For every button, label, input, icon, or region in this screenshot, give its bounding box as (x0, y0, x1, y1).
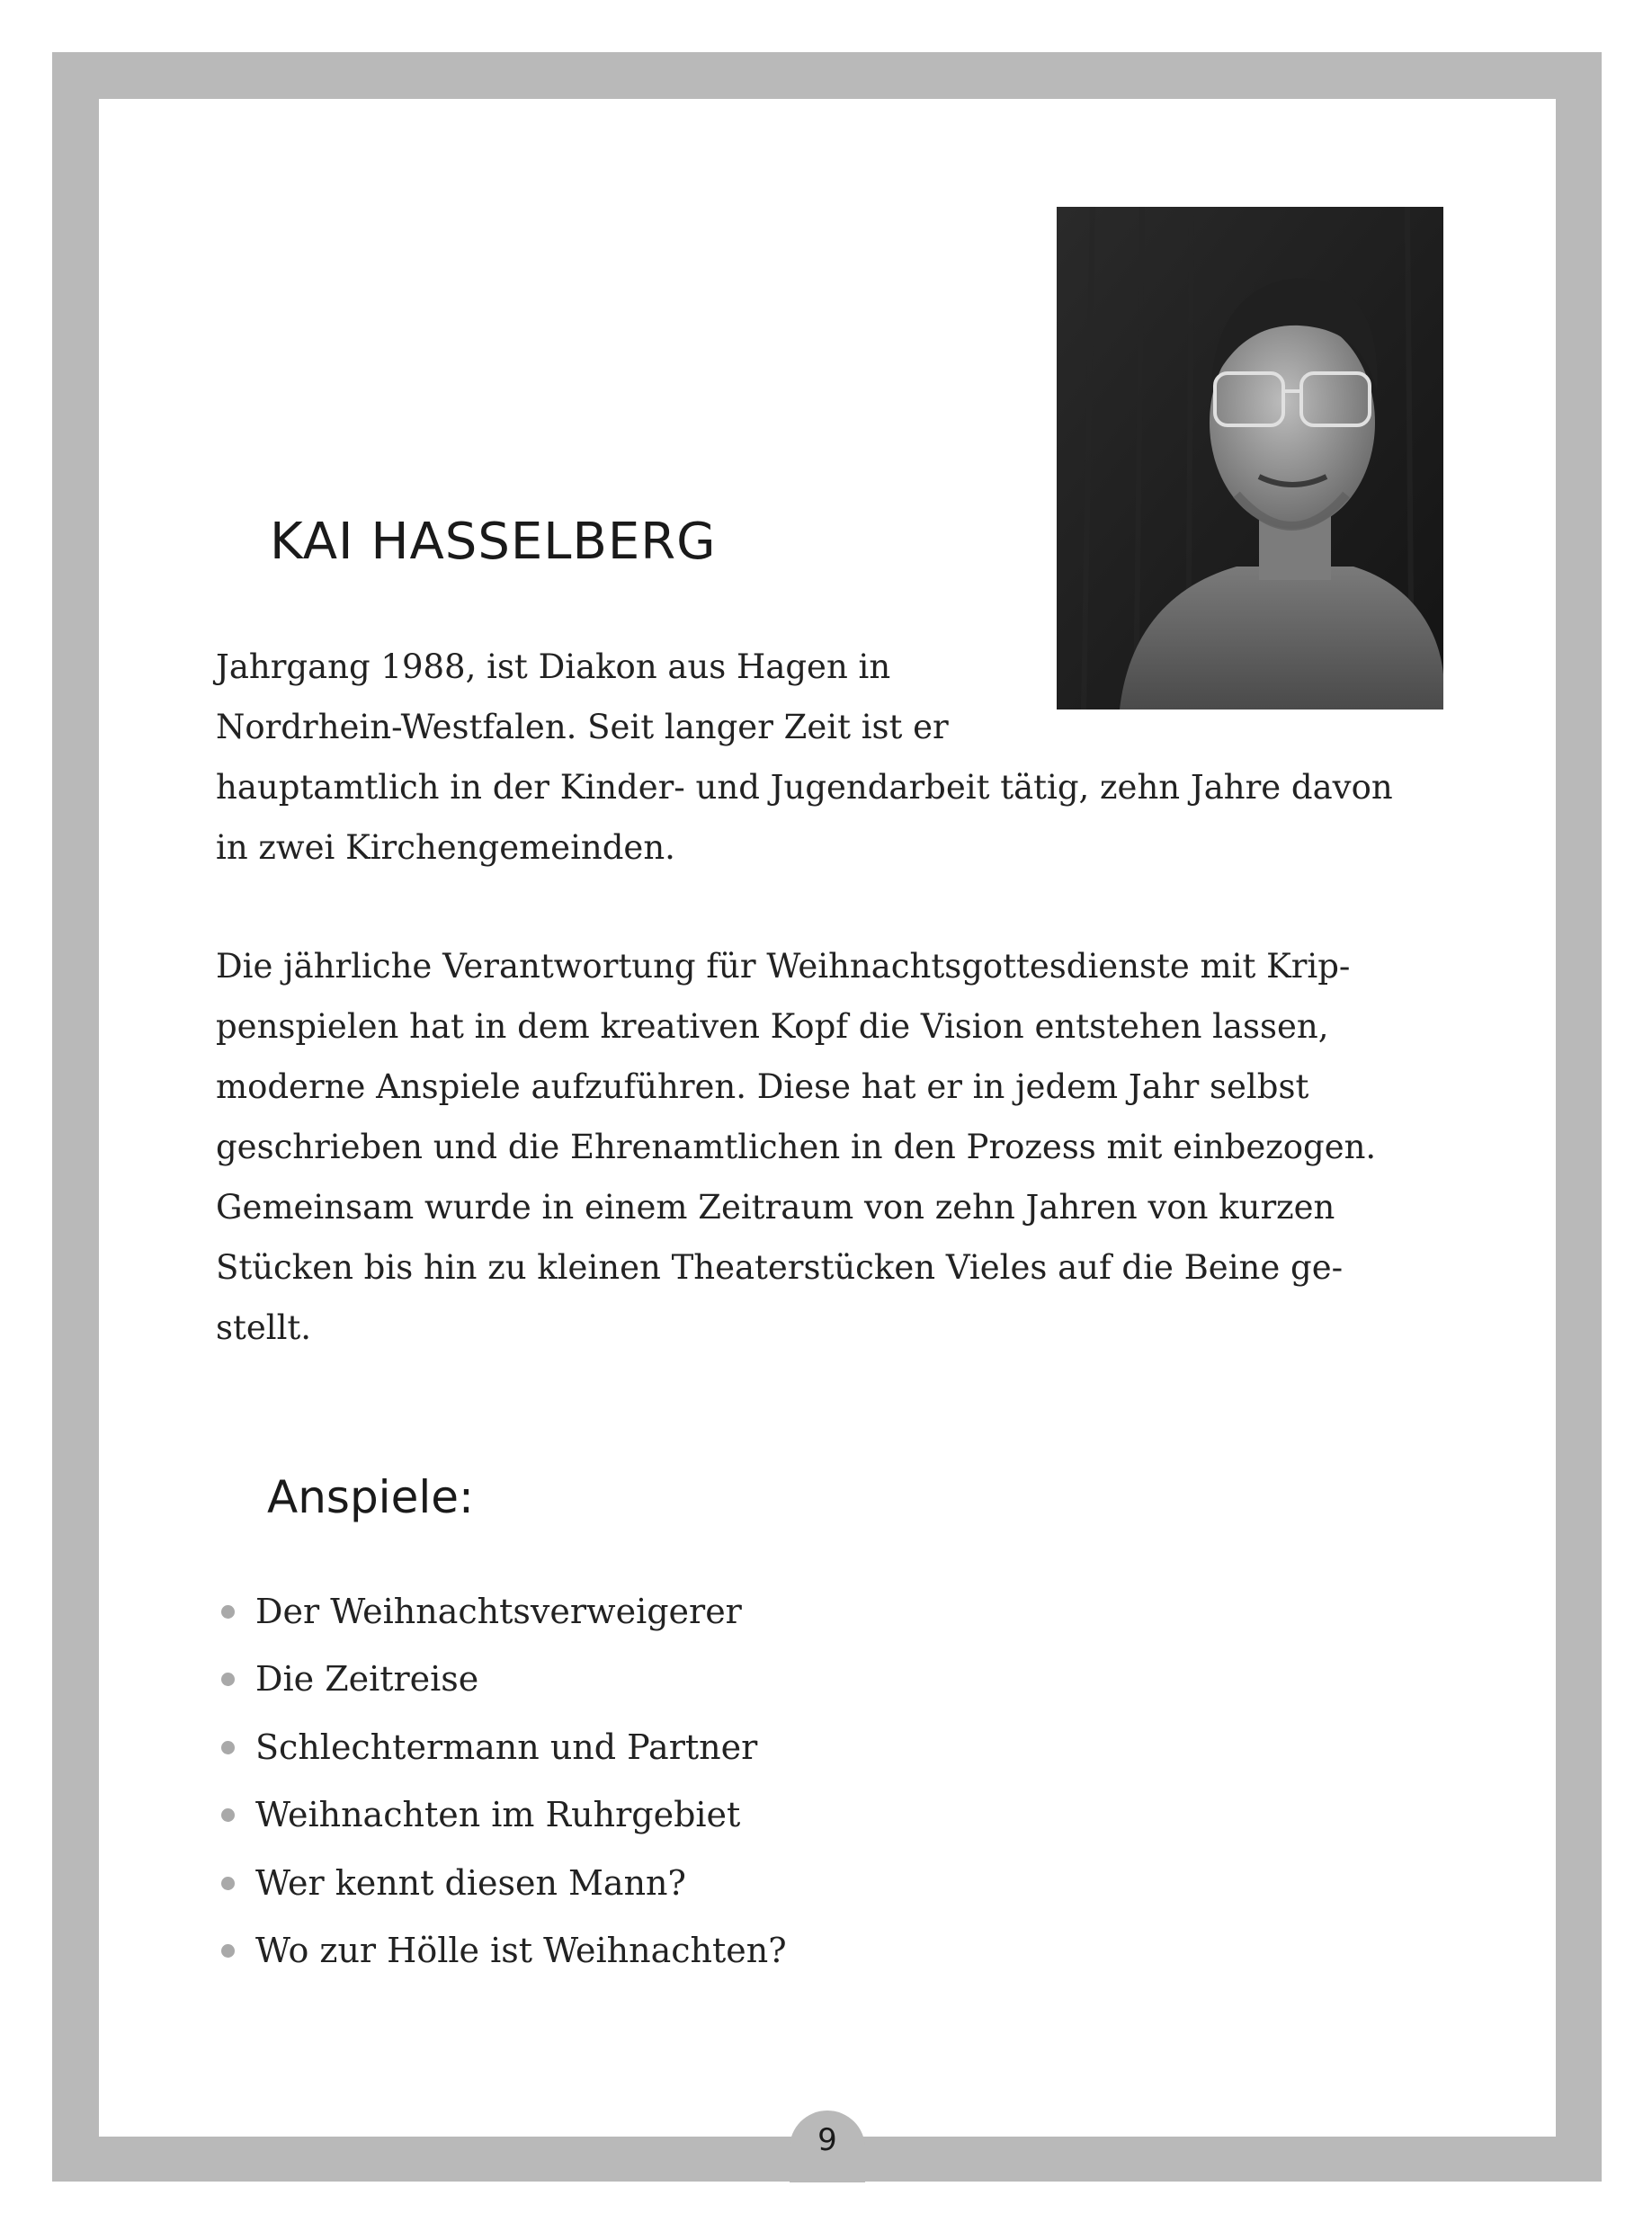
list-item (216, 1856, 787, 1923)
bio-line: hauptamtlich in der Kinder- und Jugendarbeit tätig, zehn Jahre davon (216, 768, 1393, 807)
list-item (216, 1788, 787, 1855)
bio-line: stellt. (216, 1308, 312, 1347)
bio-line: penspielen hat in dem kreativen Kopf die Vision entstehen lassen, (216, 1007, 1329, 1046)
play-title: Wo zur Hölle ist Weihnachten? (255, 1930, 787, 1970)
bullet-icon (221, 1605, 235, 1619)
bullet-icon (221, 1741, 235, 1754)
bio-line: geschrieben und die Ehrenamtlichen in den Prozess mit einbezogen. (216, 1128, 1377, 1166)
bio-paragraph-2 (216, 936, 1376, 1358)
play-title: Schlechtermann und Partner (255, 1727, 758, 1767)
bio-line: Nordrhein-Westfalen. Seit langer Zeit ist er (216, 708, 949, 746)
play-title: Weihnachten im Ruhrgebiet (255, 1795, 741, 1835)
play-title: Der Weihnachtsverweigerer (255, 1592, 742, 1631)
list-item (216, 1652, 787, 1719)
plays-heading: Anspiele: (267, 1471, 474, 1523)
page-number: 9 (817, 2122, 837, 2158)
bullet-icon (221, 1944, 235, 1958)
author-portrait-photo (1057, 207, 1443, 709)
bio-line: Jahrgang 1988, ist Diakon aus Hagen in (216, 647, 891, 686)
list-item (216, 1720, 787, 1788)
bio-line: moderne Anspiele aufzuführen. Diese hat er in jedem Jahr selbst (216, 1067, 1309, 1106)
bullet-icon (221, 1877, 235, 1890)
bullet-icon (221, 1673, 235, 1686)
bio-line: Stücken bis hin zu kleinen Theaterstücken Vieles auf die Beine ge- (216, 1248, 1344, 1287)
author-name: KAI HASSELBERG (270, 513, 717, 571)
bullet-icon (221, 1808, 235, 1822)
play-title: Wer kennt diesen Mann? (255, 1862, 686, 1903)
bio-line: Die jährliche Verantwortung für Weihnachtsgottesdienste mit Krip- (216, 947, 1351, 986)
bio-paragraph-1 (216, 637, 1393, 878)
bio-line: in zwei Kirchengemeinden. (216, 828, 675, 867)
list-item (216, 1584, 787, 1652)
plays-list (216, 1584, 787, 1991)
list-item (216, 1923, 787, 1991)
play-title: Die Zeitreise (255, 1659, 479, 1700)
bio-line: Gemeinsam wurde in einem Zeitraum von zehn Jahren von kurzen (216, 1188, 1335, 1227)
